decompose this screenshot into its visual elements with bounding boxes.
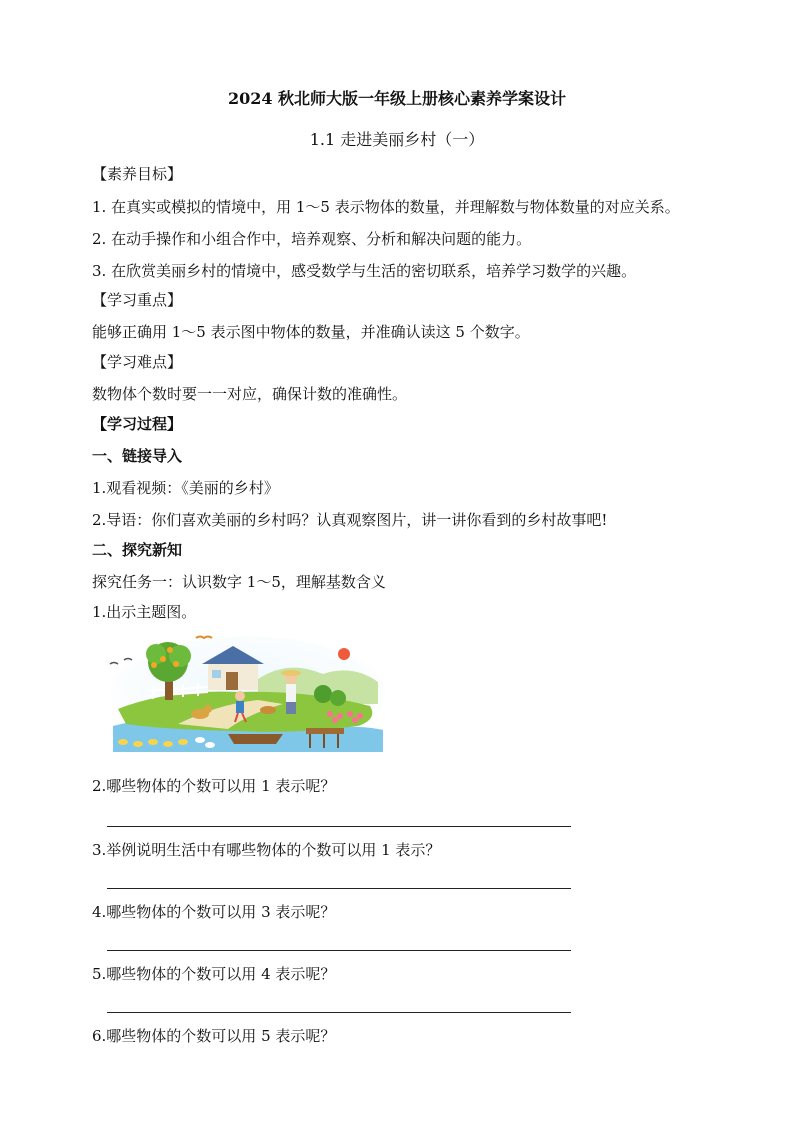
answer-line-4[interactable] [107, 1012, 571, 1013]
question-4: 4.哪些物体的个数可以用 3 表示呢？ [92, 903, 336, 921]
answer-line-3[interactable] [107, 950, 571, 951]
question-6: 6.哪些物体的个数可以用 5 表示呢？ [92, 1027, 336, 1045]
goal-item-3: 3. 在欣赏美丽乡村的情境中，感受数学与生活的密切联系，培养学习数学的兴趣。 [92, 262, 637, 280]
goals-heading: 【素养目标】 [92, 165, 183, 183]
question-3: 3.举例说明生活中有哪些物体的个数可以用 1 表示？ [92, 841, 441, 859]
focus-text: 能够正确用 1～5 表示图中物体的数量，并准确认读这 5 个数字。 [92, 323, 530, 341]
section1-item-2: 2.导语：你们喜欢美丽的乡村吗？认真观察图片，讲一讲你看到的乡村故事吧! [92, 511, 608, 529]
question-2: 2.哪些物体的个数可以用 1 表示呢？ [92, 777, 336, 795]
difficulty-text: 数物体个数时要一一对应，确保计数的准确性。 [92, 385, 408, 403]
task1-text: 探究任务一：认识数字 1～5，理解基数含义 [92, 573, 386, 591]
answer-line-2[interactable] [107, 888, 571, 889]
goal-item-1: 1. 在真实或模拟的情境中，用 1～5 表示物体的数量，并理解数与物体数量的对应关系。 [92, 198, 680, 216]
goal-item-2: 2. 在动手操作和小组合作中，培养观察、分析和解决问题的能力。 [92, 230, 532, 248]
document-title: 2024 秋北师大版一年级上册核心素养学案设计 [227, 89, 567, 108]
focus-heading: 【学习重点】 [92, 291, 183, 309]
section1-item-1: 1.观看视频：《美丽的乡村》 [92, 479, 279, 497]
answer-line-1[interactable] [107, 826, 571, 827]
section1-heading: 一、链接导入 [92, 447, 183, 465]
village-scene-illustration [108, 634, 388, 756]
difficulty-heading: 【学习难点】 [92, 353, 183, 371]
lesson-subtitle: 1.1 走进美丽乡村（一） [309, 130, 485, 149]
process-heading: 【学习过程】 [92, 415, 183, 433]
section2-heading: 二、探究新知 [92, 541, 183, 559]
question-5: 5.哪些物体的个数可以用 4 表示呢？ [92, 965, 336, 983]
task1-step1: 1.出示主题图。 [92, 603, 197, 621]
